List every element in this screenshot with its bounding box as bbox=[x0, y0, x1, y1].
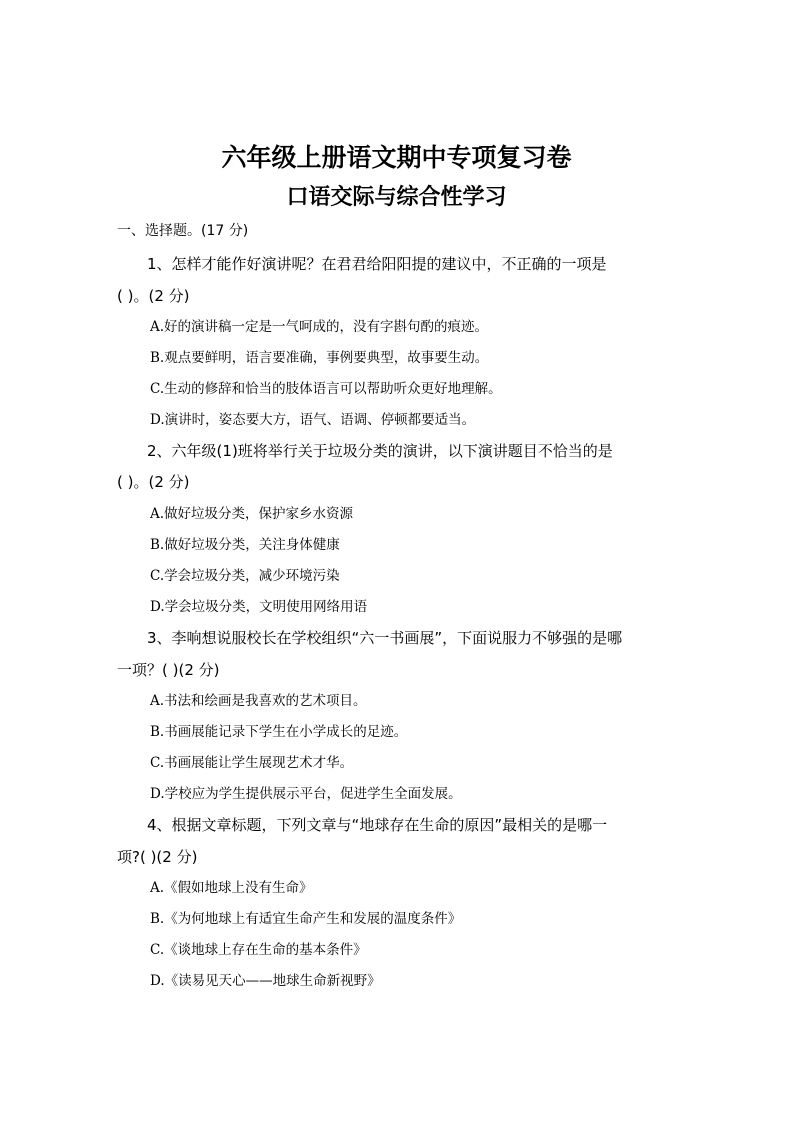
question-4-option-c: C.《谈地球上存在生命的基本条件》 bbox=[150, 942, 367, 958]
question-3-option-b: B.书画展能记录下学生在小学成长的足迹。 bbox=[150, 724, 408, 740]
question-2-option-d: D.学会垃圾分类，文明使用网络用语 bbox=[150, 599, 368, 615]
question-4-continuation: 项?( )(2 分) bbox=[117, 848, 198, 866]
question-3-option-c: C.书画展能让学生展现艺术才华。 bbox=[150, 755, 354, 771]
question-1-text: 1、怎样才能作好演讲呢？在君君给阳阳提的建议中，不正确的一项是 bbox=[147, 255, 607, 273]
question-2-option-c: C.学会垃圾分类，减少环境污染 bbox=[150, 568, 340, 584]
question-1-continuation: ( )。(2 分) bbox=[117, 287, 190, 305]
question-2-text: 2、六年级(1)班将举行关于垃圾分类的演讲，以下演讲题目不恰当的是 bbox=[147, 442, 613, 460]
question-1-option-d: D.演讲时，姿态要大方，语气、语调、停顿都要适当。 bbox=[150, 412, 476, 428]
question-2-option-b: B.做好垃圾分类，关注身体健康 bbox=[150, 537, 340, 553]
question-2-option-a: A.做好垃圾分类，保护家乡水资源 bbox=[150, 506, 354, 522]
question-3-option-a: A.书法和绘画是我喜欢的艺术项目。 bbox=[150, 693, 367, 709]
page-title: 六年级上册语文期中专项复习卷 bbox=[221, 143, 572, 172]
question-4-option-b: B.《为何地球上有适宜生命产生和发展的温度条件》 bbox=[150, 911, 462, 927]
question-4-text: 4、根据文章标题，下列文章与“地球存在生命的原因”最相关的是哪一 bbox=[147, 816, 608, 834]
question-2-continuation: ( )。(2 分) bbox=[117, 473, 190, 491]
question-1-option-b: B.观点要鲜明，语言要准确，事例要典型，故事要生动。 bbox=[150, 350, 489, 366]
question-1-option-c: C.生动的修辞和恰当的肢体语言可以帮助听众更好地理解。 bbox=[150, 381, 502, 397]
question-3-text: 3、李响想说服校长在学校组织“六一书画展”，下面说服力不够强的是哪 bbox=[147, 629, 623, 647]
question-4-option-d: D.《读易见天心——地球生命新视野》 bbox=[150, 973, 381, 989]
section-heading: 一、选择题。(17 分) bbox=[117, 223, 249, 239]
question-3-option-d: D.学校应为学生提供展示平台，促进学生全面发展。 bbox=[150, 786, 462, 802]
question-1-option-a: A.好的演讲稿一定是一气呵成的，没有字斟句酌的痕迹。 bbox=[150, 319, 489, 335]
question-3-continuation: 一项？( )(2 分) bbox=[117, 661, 220, 679]
question-4-option-a: A.《假如地球上没有生命》 bbox=[150, 880, 313, 896]
page-subtitle: 口语交际与综合性学习 bbox=[286, 185, 507, 210]
